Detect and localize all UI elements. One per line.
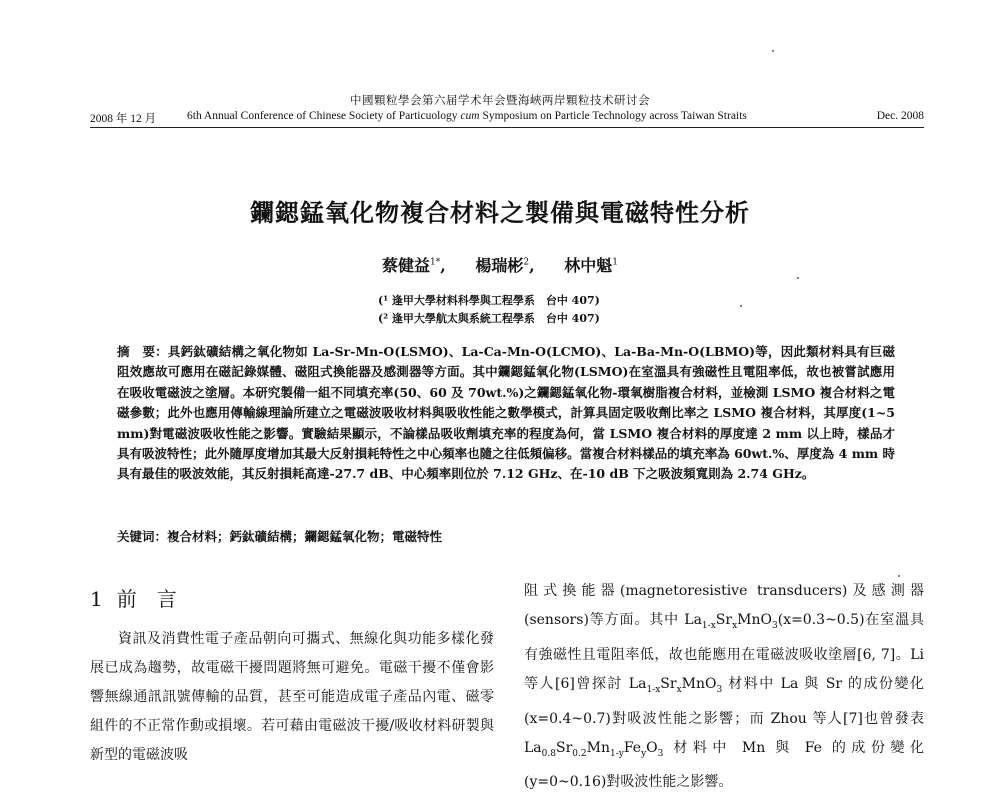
keywords <box>117 527 442 545</box>
header-conference-en: 6th Annual Conference of Chinese Society of Particuology cum Symposium on Particle Technology across Taiwan Straits <box>187 110 747 122</box>
header-date-cn: 2008 年 12 月 <box>90 113 157 125</box>
section-heading <box>90 583 177 612</box>
section-title: 前 言 <box>116 587 177 611</box>
conference-title-cn: 中國顆粒學会第六届学术年会暨海峽两岸顆粒技术研讨会 <box>350 93 650 107</box>
keywords-text: 複合材料；鈣鈦礦結構；鑭鍶錳氧化物；電磁特性 <box>167 529 443 544</box>
abstract-text: 具鈣鈦礦結構之氧化物如 La-Sr-Mn-O(LSMO)、La-Ca-Mn-O(LCMO)、La-Ba-Mn-O(LBMO)等，因此類材料具有巨磁阻效應故可應用在磁記錄媒體、磁阻式換能器及感測器等方面。其中鑭鍶錳氧化物(LSMO)在室溫具有強磁性且電阻率低，故也被嘗試應用在吸收電磁波之塗層。本研究製備一組不同填充率(50、60 及 70wt.%)之鑭鍶錳氧化物-環氧樹脂複合材料，並檢測 LSMO 複合材料之電磁參數；此外也應用傳輸線理論所建立之電磁波吸收材料與吸收性能之數學模式，計算具固定吸收劑比率之 LSMO 複合材料，其厚度(1~5 mm)對電磁波吸收性能之影響。實驗結果顯示，不論樣品吸收劑填充率的程度為何，當 LSMO 複合材料的厚度達 2 mm 以上時，樣品才具有吸波特性；此外隨厚度增加其最大反射損耗特性之中心頻率也隨之往低頻偏移。當複合材料樣品的填充率為 60wt.%、厚度為 4 mm 時具有最佳的吸波效能，其反射損耗高達-27.7 dB、中心頻率則位於 7.12 GHz、在-10 dB 下之吸波頻寬則為 2.74 GHz。 <box>117 344 895 482</box>
section-number: 1 <box>90 587 103 611</box>
paper-title: 鑭鍶錳氧化物複合材料之製備與電磁特性分析 <box>250 198 750 227</box>
abstract-label: 摘 要： <box>117 344 168 359</box>
body-column-right: 阻式換能器(magnetoresistive transducers)及感測器(sensors)等方面。其中 $La_{1-x}Sr_xMnO_3(x=0.3\sim 0.5)$在室溫具有強磁性且電阻率低，故也能應用在電磁波吸收塗層[6, 7]。Li 等人[6]曾探討 $La_{1-x}Sr_xMnO_3$ 材料中 La 與 Sr 的成份變化(x=0.4~0.7)對吸波性能之影響；而 Zhou 等人[7]也曾發表 $La_{0.8}Sr_{0.2}Mn_{1-y}Fe_yO_3$ 材料中 Mn 與 Fe 的成份變化(y=0~0.16)對吸波性能之影響。 <box>524 583 924 791</box>
keywords-label: 关键词： <box>117 529 168 544</box>
author-1: 蔡健益$^{1*}$, <box>381 256 446 275</box>
body-column-left: 資訊及消費性電子產品朝向可攜式、無線化與功能多樣化發展已成為趨勢，故電磁干擾問題將無可避免。電磁干擾不僅會影響無線通訊訊號傳輸的品質，甚至可能造成電子產品內電、磁零組件的不正常作動或損壞。若可藉由電磁波干擾/吸收材料研製與新型的電磁波吸 <box>90 631 494 763</box>
scan-speck <box>772 50 774 52</box>
header-rule <box>90 127 924 128</box>
author-list <box>0 253 1000 276</box>
abstract <box>117 342 895 485</box>
scan-speck <box>740 305 742 307</box>
scan-speck <box>797 277 799 279</box>
author-2: 楊瑞彬$^2$, <box>475 256 535 275</box>
running-header <box>90 110 924 126</box>
affiliation-2: (² 逢甲大學航太與系統工程學系 台中 407) <box>378 312 600 325</box>
scan-speck <box>898 575 900 577</box>
affiliation-1: (¹ 逢甲大學材料科學與工程學系 台中 407) <box>378 294 600 307</box>
author-3: 林中魁$^1$ <box>564 256 619 275</box>
header-date-en: Dec. 2008 <box>876 110 924 122</box>
